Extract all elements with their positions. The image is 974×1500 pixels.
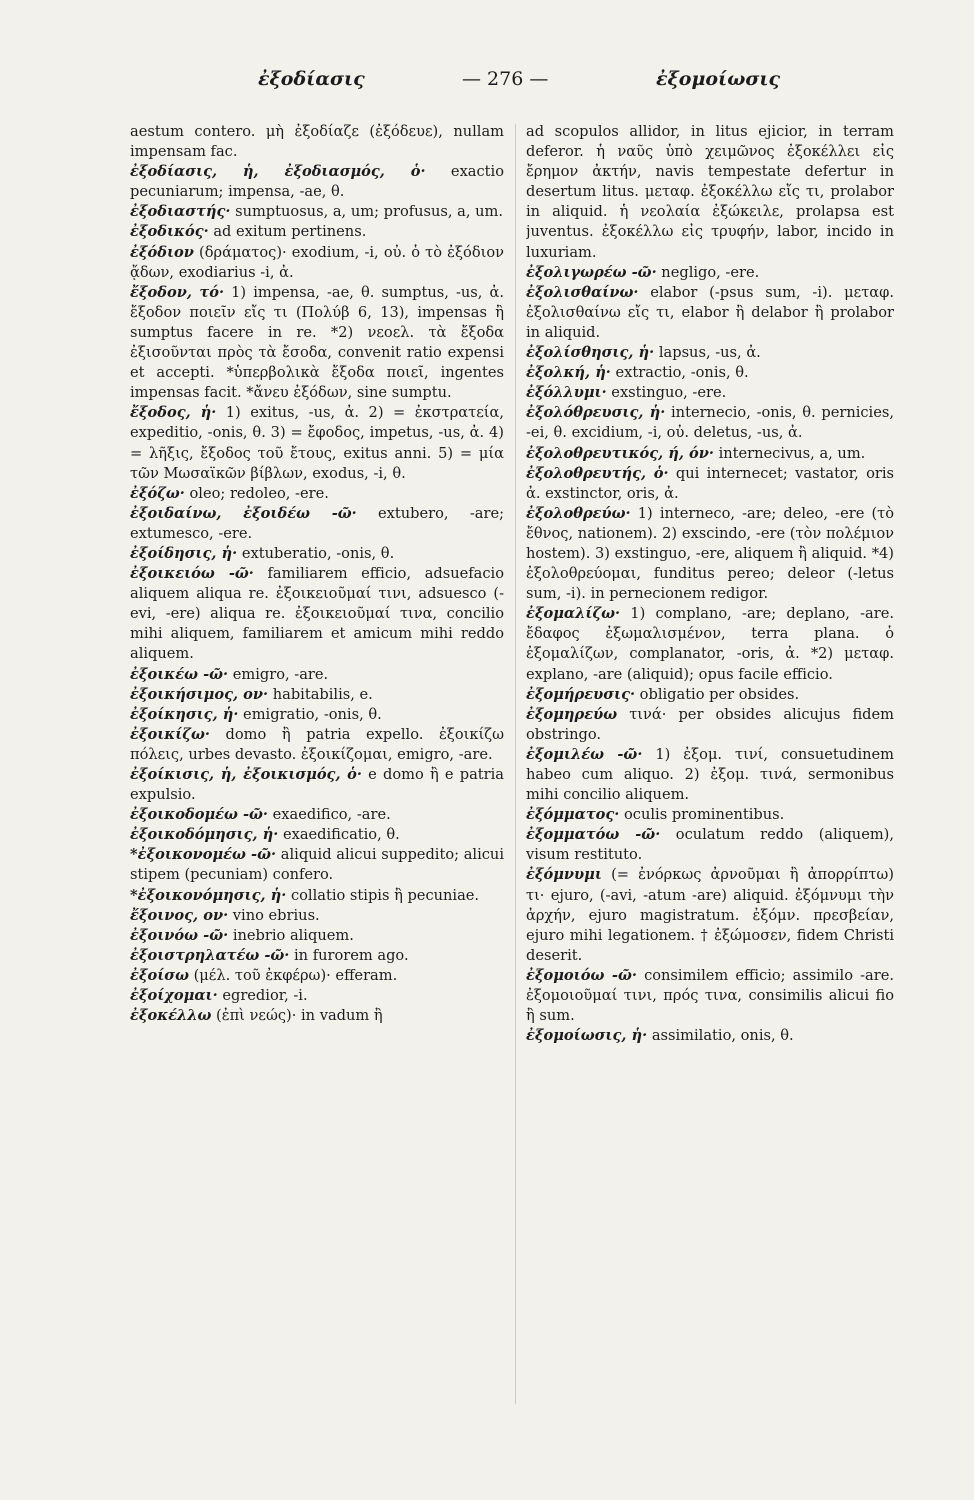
dictionary-entry xyxy=(526,283,894,343)
entry-headword: ἐξομήρευσις· xyxy=(526,685,636,703)
dictionary-entry xyxy=(526,504,894,604)
entry-headword: ἐξοινόω -ῶ· xyxy=(130,926,229,944)
entry-definition: exactio pecuniarum; impensa, -ae, θ. xyxy=(130,163,504,201)
entry-headword: *ἐξοικονόμησις, ἡ· xyxy=(130,886,287,904)
entry-definition: emigratio, -onis, θ. xyxy=(238,705,382,723)
entry-definition: e domo ἢ e patria expulsio. xyxy=(130,766,504,804)
entry-headword: ἐξοκέλλω xyxy=(130,1007,212,1025)
dictionary-entry xyxy=(526,343,894,363)
dictionary-entry xyxy=(130,484,504,504)
entry-definition: assimilatio, onis, θ. xyxy=(647,1027,794,1045)
entry-headword: ἐξολκή, ἡ· xyxy=(526,364,611,382)
dictionary-entry xyxy=(526,383,894,403)
entry-headword: ἐξομαλίζω· xyxy=(526,605,621,623)
entry-definition: extuberatio, -onis, θ. xyxy=(237,544,395,562)
entry-headword: ἐξοίδησις, ἡ· xyxy=(130,544,238,562)
header-right-guideword: ἐξομοίωσις xyxy=(656,68,781,90)
entry-definition: elabor (-psus sum, -i). μεταφ. ἐξολισθαίνω εἴς τι, elabor ἢ delabor ἢ prolabor in aliquid. xyxy=(526,283,894,341)
entry-headword: ἐξοίκησις, ἡ· xyxy=(130,705,239,723)
entry-headword: ἐξόμνυμι xyxy=(526,866,602,884)
dictionary-entry xyxy=(526,464,894,504)
dictionary-entry xyxy=(130,122,504,162)
entry-definition: egredior, -i. xyxy=(217,987,308,1005)
dictionary-entry xyxy=(130,966,504,986)
entry-definition: aliquid alicui suppedito; alicui stipem (pecuniam) confero. xyxy=(130,846,504,884)
entry-headword: ἐξοδιαστής· xyxy=(130,203,231,221)
entry-definition: 1) interneco, -are; deleo, -ere (τὸ ἔθνος, nationem). 2) exscindo, -ere (τὸν πολέμιον hostem). 3) exstinguo, -ere, aliquem ἢ aliquid. *4) ἐξολοθρεύομαι, funditus pereo; deleor (-letus sum, -i). in pernecionem redigor. xyxy=(526,504,894,603)
dictionary-entry xyxy=(526,865,894,965)
dictionary-entry xyxy=(130,725,504,765)
entry-headword: ἐξομηρεύω xyxy=(526,705,618,723)
entry-headword: ἔξοδον, τό· xyxy=(130,283,225,301)
entry-definition: sumptuosus, a, um; profusus, a, um. xyxy=(230,203,504,221)
dictionary-entry xyxy=(130,825,504,845)
entry-headword: ἐξομιλέω -ῶ· xyxy=(526,745,643,763)
entry-definition: oculis prominentibus. xyxy=(619,806,785,824)
entry-headword: ἔξοινος, ον· xyxy=(130,906,229,924)
dictionary-entry xyxy=(130,222,504,242)
entry-definition: extractio, -onis, θ. xyxy=(610,364,749,382)
entry-headword: ἐξοικοδόμησις, ἡ· xyxy=(130,826,279,844)
entry-definition: 1) exitus, -us, ἀ. 2) = ἐκστρατεία, expeditio, -onis, θ. 3) = ἔφοδος, impetus, -us, ἀ. 4) = λῆξις, ἔξοδος τοῦ ἔτους, exitus anni. 5) = μία τῶν Μωσαϊκῶν βίβλων, exodus, -i, θ. xyxy=(130,404,504,482)
entry-definition: qui internecet; vastator, oris ἀ. exstinctor, oris, ἀ. xyxy=(526,464,894,502)
dictionary-entry xyxy=(526,825,894,865)
dictionary-entry xyxy=(130,986,504,1006)
entry-headword: ἐξοιστρηλατέω -ῶ· xyxy=(130,946,290,964)
entry-definition: τινά· per obsides alicujus fidem obstringo. xyxy=(526,705,894,743)
dictionary-entry xyxy=(130,946,504,966)
entry-headword: ἐξομοίωσις, ἡ· xyxy=(526,1027,648,1045)
dictionary-entry xyxy=(130,403,504,483)
entry-definition: exaedificatio, θ. xyxy=(278,826,400,844)
entry-definition: exstinguo, -ere. xyxy=(606,384,727,402)
dictionary-entry xyxy=(526,122,894,263)
entry-definition: in furorem ago. xyxy=(289,946,409,964)
entry-headword: ἐξοικειόω -ῶ· xyxy=(130,565,254,583)
dictionary-entry xyxy=(130,544,504,564)
dictionary-entry xyxy=(526,363,894,383)
entry-definition: extubero, -are; extumesco, -ere. xyxy=(130,504,504,542)
entry-headword: ἐξοδίασις, ἡ, ἐξοδιασμός, ὁ· xyxy=(130,163,426,181)
entry-headword: ἐξόδιον xyxy=(130,243,194,261)
entry-definition: domo ἢ patria expello. ἐξοικίζω πόλεις, urbes devasto. ἐξοικίζομαι, emigro, -are. xyxy=(130,725,504,763)
dictionary-entry xyxy=(130,886,504,906)
entry-headword: ἐξοικοδομέω -ῶ· xyxy=(130,806,269,824)
entry-headword: ἐξοίσω xyxy=(130,966,189,984)
entry-headword: ἐξόζω· xyxy=(130,484,185,502)
header-left-guideword: ἐξοδίασις xyxy=(258,68,365,90)
entry-headword: ἐξόλλυμι· xyxy=(526,384,607,402)
entry-definition: 1) impensa, -ae, θ. sumptus, -us, ἀ. ἔξοδον ποιεῖν εἴς τι (Πολύβ 6, 13), impensas ἢ sumptus facere in re. *2) νεοελ. τὰ ἔξοδα ἐξισοῦνται πρὸς τὰ ἔσοδα, convenit ratio expensi et accepti. *ὑπερβολικὰ ἔξοδα ποιεῖ, ingentes impensas facit. *ἄνευ ἐξόδων, sine sumptu. xyxy=(130,283,504,402)
dictionary-entry xyxy=(130,805,504,825)
dictionary-entry xyxy=(526,966,894,1026)
entry-headword: ἐξοικήσιμος, ον· xyxy=(130,685,269,703)
entry-definition: (= ἐνόρκως ἀρνοῦμαι ἢ ἀπορρίπτω) τι· ejuro, (-avi, -atum -are) aliquid. ἐξόμνυμι τὴν ἀρχήν, ejuro magistratum. ἐξόμν. πρεσβείαν, ejuro mihi legationem. † ἐξώμοσεν, fidem Christi deserit. xyxy=(526,866,894,964)
dictionary-entry xyxy=(526,745,894,805)
entry-definition: (μέλ. τοῦ ἐκφέρω)· efferam. xyxy=(188,966,398,984)
right-column xyxy=(526,122,894,1462)
entry-headword: ἐξοικίζω· xyxy=(130,725,210,743)
entry-headword: ἐξοίκισις, ἡ, ἐξοικισμός, ὁ· xyxy=(130,766,362,783)
entry-definition: collatio stipis ἢ pecuniae. xyxy=(286,886,480,904)
dictionary-entry xyxy=(130,564,504,664)
dictionary-entry xyxy=(130,906,504,926)
entry-headword: ἐξολοθρεύω· xyxy=(526,504,631,522)
entry-definition: (ἐπὶ νεώς)· in vadum ἢ xyxy=(211,1007,383,1025)
dictionary-entry xyxy=(526,403,894,443)
entry-definition: habitabilis, e. xyxy=(268,685,373,703)
entry-definition: 1) complano, -are; deplano, -are. ἔδαφος ἐξωμαλισμένον, terra plana. ὁ ἐξομαλίζων, complanator, -oris, ἀ. *2) μεταφ. explano, -are (aliquid); opus facile efficio. xyxy=(526,605,894,683)
running-header xyxy=(0,68,974,98)
entry-headword: ἐξοδικός· xyxy=(130,223,209,241)
dictionary-entry xyxy=(130,685,504,705)
dictionary-entry xyxy=(130,202,504,222)
entry-headword: ἐξολόθρευσις, ἡ· xyxy=(526,404,666,422)
entry-headword: ἐξολοθρευτής, ὁ· xyxy=(526,464,669,482)
entry-definition: ad scopulos allidor, in litus ejicior, in terram deferor. ἡ ναῦς ὑπὸ χειμῶνος ἐξοκέλλει εἰς ἔρημον ἀκτήν, navis tempestate defertur in desertum litus. μεταφ. ἐξοκέλλω εἴς τι, prolabor in aliquid. ἡ νεολαία ἐξώκειλε, prolapsa est juventus. ἐξοκέλλω εἰς τρυφήν, labor, incido in luxuriam. xyxy=(526,123,894,261)
dictionary-entry xyxy=(130,162,504,202)
dictionary-entry xyxy=(526,705,894,745)
dictionary-entry xyxy=(130,283,504,404)
entry-headword: ἐξοιδαίνω, ἐξοιδέω -ῶ· xyxy=(130,504,357,522)
entry-definition: 1) ἐξομ. τινί, consuetudinem habeo cum aliquo. 2) ἐξομ. τινά, sermonibus mihi concilio aliquem. xyxy=(526,745,894,804)
dictionary-entry xyxy=(526,444,894,464)
left-column xyxy=(130,122,504,1462)
entry-definition: lapsus, -us, ἀ. xyxy=(654,344,761,362)
entry-definition: internecivus, a, um. xyxy=(713,444,866,462)
entry-definition: exaedifico, -are. xyxy=(268,806,391,824)
entry-headword: ἐξοίχομαι· xyxy=(130,987,218,1005)
dictionary-entry xyxy=(526,263,894,283)
dictionary-entry xyxy=(130,845,504,885)
entry-headword: ἐξομματόω -ῶ· xyxy=(526,826,661,844)
entry-definition: inebrio aliquem. xyxy=(228,926,354,944)
entry-headword: ἐξολιγωρέω -ῶ· xyxy=(526,263,657,281)
dictionary-entry xyxy=(130,665,504,685)
dictionary-entry xyxy=(130,765,504,805)
page-number: — 276 — xyxy=(462,68,549,90)
dictionary-entry xyxy=(130,926,504,946)
dictionary-entry xyxy=(130,243,504,283)
dictionary-entry xyxy=(526,685,894,705)
dictionary-entry xyxy=(526,604,894,684)
entry-headword: *ἐξοικονομέω -ῶ· xyxy=(130,846,277,864)
entry-definition: oculatum reddo (aliquem), visum restituto. xyxy=(526,826,894,864)
entry-definition: (δράματος)· exodium, -i, οὐ. ὁ τὸ ἐξόδιον ᾄδων, exodiarius -i, ἀ. xyxy=(130,243,504,281)
entry-headword: ἐξολοθρευτικός, ή, όν· xyxy=(526,444,714,462)
entry-definition: obligatio per obsides. xyxy=(635,685,800,703)
dictionary-entry xyxy=(526,805,894,825)
entry-definition: ad exitum pertinens. xyxy=(208,223,367,241)
entry-definition: aestum contero. μὴ ἐξοδίαζε (ἐξόδευε), nullam impensam fac. xyxy=(130,123,504,161)
entry-headword: ἐξολισθαίνω· xyxy=(526,283,639,301)
entry-definition: internecio, -onis, θ. pernicies, -ei, θ. excidium, -i, οὐ. deletus, -us, ἀ. xyxy=(526,404,894,442)
entry-headword: ἔξοδος, ἡ· xyxy=(130,404,217,422)
entry-definition: consimilem efficio; assimilo -are. ἐξομοιοῦμαί τινι, πρός τινα, consimilis alicui fio ἢ sum. xyxy=(526,966,894,1025)
dictionary-entry xyxy=(130,1006,504,1026)
dictionary-entry xyxy=(130,504,504,544)
entry-headword: ἐξομοιόω -ῶ· xyxy=(526,966,637,984)
entry-definition: emigro, -are. xyxy=(228,665,329,683)
entry-headword: ἐξόμματος· xyxy=(526,806,620,824)
entry-headword: ἐξολίσθησις, ἡ· xyxy=(526,344,655,362)
entry-definition: vino ebrius. xyxy=(228,906,320,924)
entry-headword: ἐξοικέω -ῶ· xyxy=(130,665,229,683)
dictionary-entry xyxy=(526,1026,894,1046)
entry-definition: familiarem efficio, adsuefacio aliquem aliqua re. ἐξοικειοῦμαί τινι, adsuesco (-evi, -ere) aliqua re. ἐξοικειοῦμαί τινα, concilio mihi aliquem, familiarem et amicum mihi reddo aliquem. xyxy=(130,565,504,663)
entry-definition: negligo, -ere. xyxy=(656,263,760,281)
entry-definition: oleo; redoleo, -ere. xyxy=(184,484,329,502)
column-divider xyxy=(515,124,516,1404)
dictionary-entry xyxy=(130,705,504,725)
